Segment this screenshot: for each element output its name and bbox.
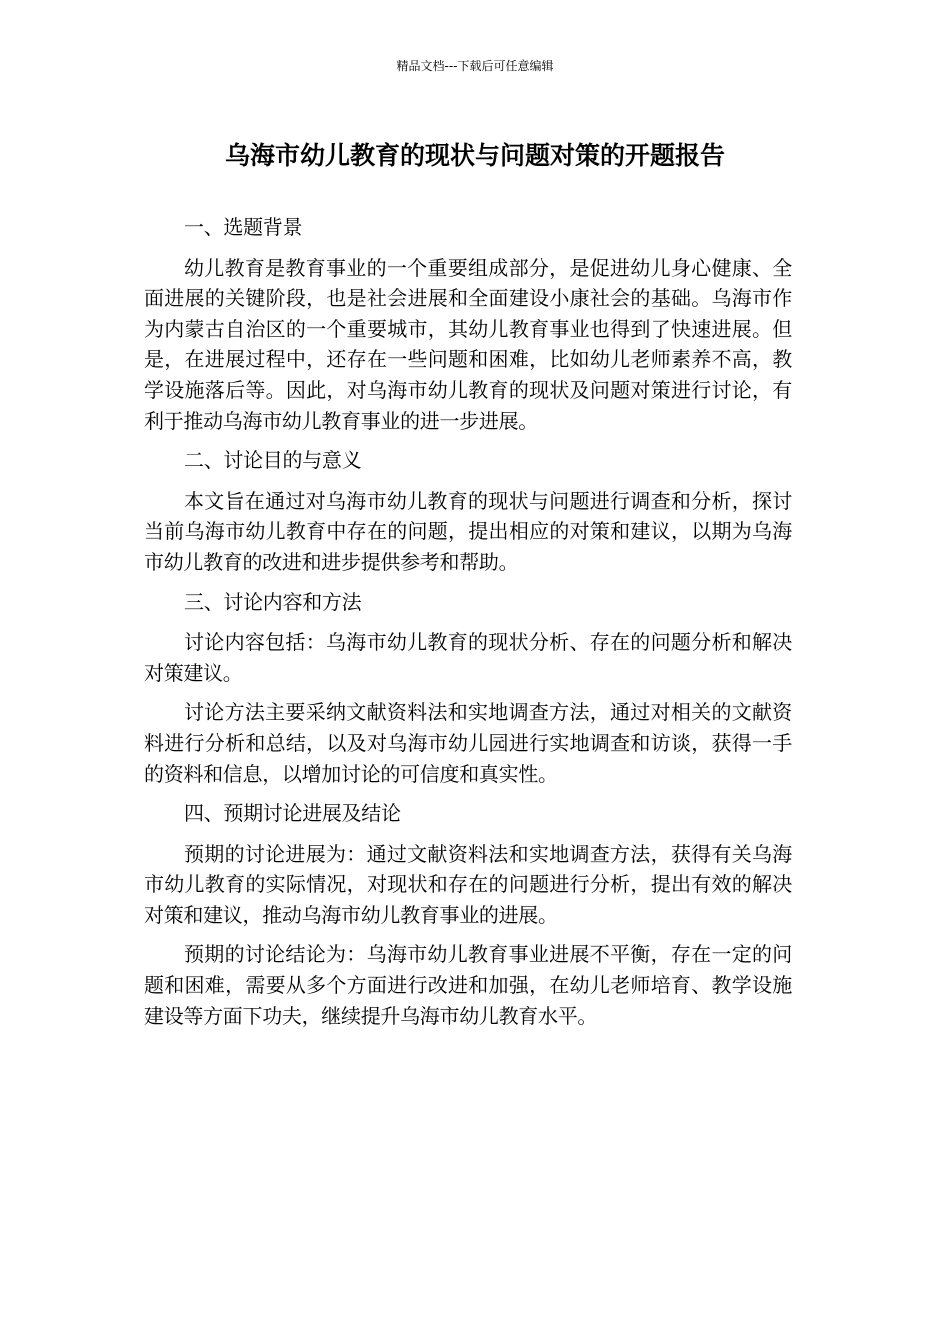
page-header-note: 精品文档---下载后可任意编辑: [396, 59, 554, 73]
section-heading-purpose: 二、讨论目的与意义: [184, 448, 362, 473]
section-heading-expected: 四、预期讨论进展及结论: [184, 801, 401, 826]
paragraph-method: 讨论方法主要采纳文献资料法和实地调查方法，通过对相关的文献资料进行分析和总结，以及对乌海市幼儿园进行实地调查和访谈，获得一手的资料和信息，以增加讨论的可信度和真实性。: [144, 700, 792, 786]
paragraph-purpose: 本文旨在通过对乌海市幼儿教育的现状与问题进行调查和分析，探讨当前乌海市幼儿教育中存在的问题，提出相应的对策和建议，以期为乌海市幼儿教育的改进和进步提供参考和帮助。: [144, 488, 792, 574]
document-body: [144, 212, 792, 1040]
section-heading-background: 一、选题背景: [184, 215, 303, 239]
paragraph-expected-conclusion: 预期的讨论结论为：乌海市幼儿教育事业进展不平衡，存在一定的问题和困难，需要从多个方面进行改进和加强，在幼儿老师培育、教学设施建设等方面下功夫，继续提升乌海市幼儿教育水平。: [144, 942, 792, 1028]
paragraph-expected-progress: 预期的讨论进展为：通过文献资料法和实地调查方法，获得有关乌海市幼儿教育的实际情况，对现状和存在的问题进行分析，提出有效的解决对策和建议，推动乌海市幼儿教育事业的进展。: [144, 841, 792, 927]
paragraph-content: 讨论内容包括：乌海市幼儿教育的现状分析、存在的问题分析和解决对策建议。: [144, 630, 792, 685]
document-title: 乌海市幼儿教育的现状与问题对策的开题报告: [224, 141, 725, 170]
section-heading-content-method: 三、讨论内容和方法: [184, 589, 362, 614]
paragraph-background: 幼儿教育是教育事业的一个重要组成部分，是促进幼儿身心健康、全面进展的关键阶段，也是社会进展和全面建设小康社会的基础。乌海市作为内蒙古自治区的一个重要城市，其幼儿教育事业也得到了快速进展。但是，在进展过程中，还存在一些问题和困难，比如幼儿老师素养不高，教学设施落后等。因此，对乌海市幼儿教育的现状及问题对策进行讨论，有利于推动乌海市幼儿教育事业的进一步进展。: [144, 255, 792, 433]
